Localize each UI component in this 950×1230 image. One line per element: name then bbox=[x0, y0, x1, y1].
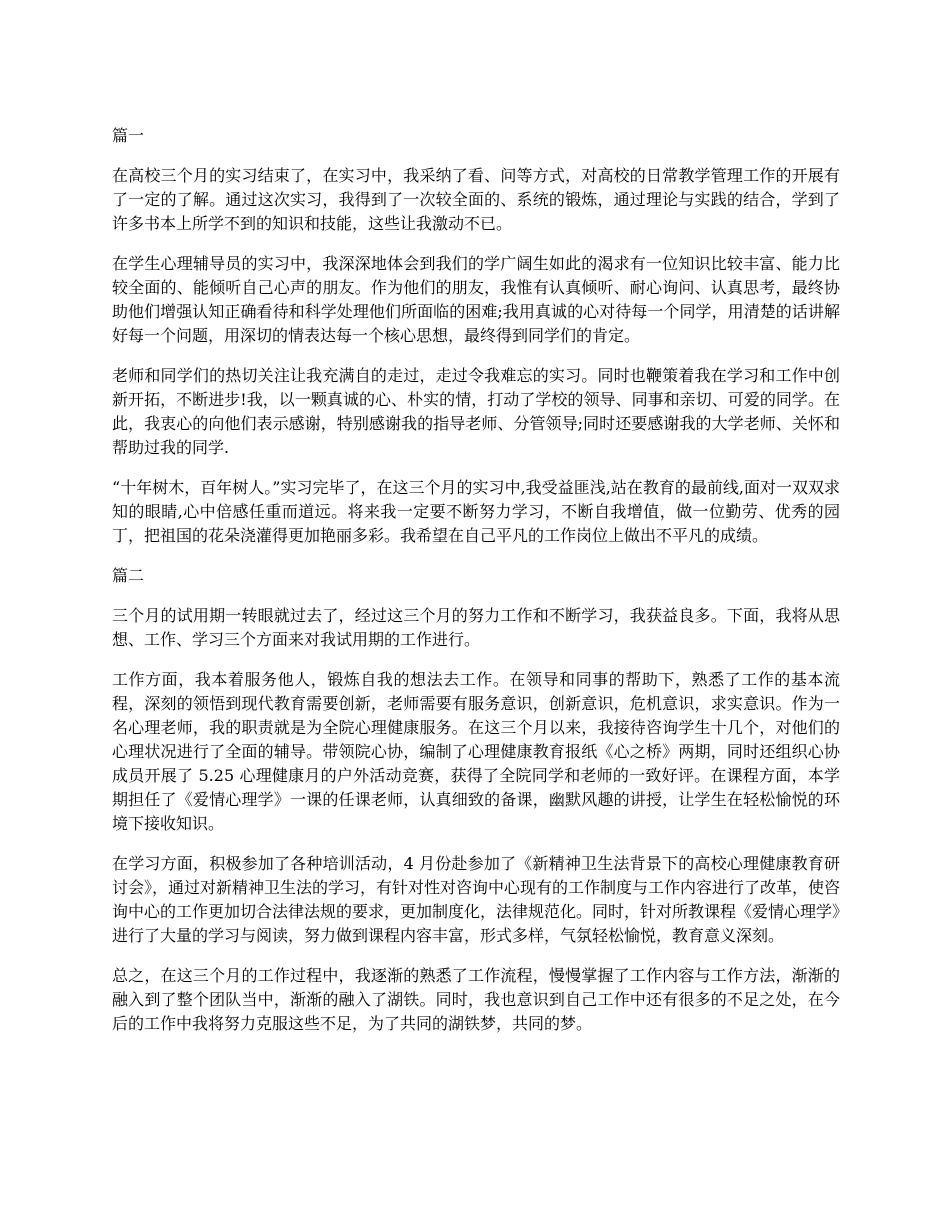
section-1 bbox=[112, 124, 840, 548]
paragraph: “十年树木，百年树人。”实习完毕了，在这三个月的实习中,我受益匪浅,站在教育的最前线,面对一双双求知的眼睛,心中倍感任重而道远。将来我一定要不断努力学习，不断自我增值，做一位勤劳、优秀的园丁，把祖国的花朵浇灌得更加艳丽多彩。我希望在自己平凡的工作岗位上做出不平凡的成绩。 bbox=[112, 478, 840, 545]
paragraph: 在高校三个月的实习结束了，在实习中，我采纳了看、问等方式，对高校的日常教学管理工作的开展有了一定的了解。通过这次实习，我得到了一次较全面的、系统的锻炼，通过理论与实践的结合，学到了许多书本上所学不到的知识和技能，这些让我激动不已。 bbox=[112, 166, 840, 233]
section-2 bbox=[112, 564, 840, 1036]
paragraph: 工作方面，我本着服务他人，锻炼自我的想法去工作。在领导和同事的帮助下，熟悉了工作的基本流程，深刻的领悟到现代教育需要创新，老师需要有服务意识，创新意识，危机意识，求实意识。作为一名心理老师，我的职责就是为全院心理健康服务。在这三个月以来，我接待咨询学生十几个，对他们的心理状况进行了全面的辅导。带领院心协，编制了心理健康教育报纸《心之桥》两期，同时还组织心协成员开展了 5.25 心理健康月的户外活动竞赛，获得了全院同学和老师的一致好评。在课程方面，本学期担任了《爱情心理学》一课的任课老师，认真细致的备课，幽默风趣的讲授，让学生在轻松愉悦的环境下接收知识。 bbox=[112, 670, 840, 833]
document-page bbox=[112, 124, 840, 1052]
paragraph: 三个月的试用期一转眼就过去了，经过这三个月的努力工作和不断学习，我获益良多。下面，我将从思想、工作、学习三个方面来对我试用期的工作进行。 bbox=[112, 606, 840, 649]
paragraph: 在学习方面，积极参加了各种培训活动，4 月份赴参加了《新精神卫生法背景下的高校心理健康教育研讨会》，通过对新精神卫生法的学习，有针对性对咨询中心现有的工作制度与工作内容进行了改革，使咨询中心的工作更加切合法律法规的要求，更加制度化，法律规范化。同时，针对所教课程《爱情心理学》进行了大量的学习与阅读，努力做到课程内容丰富，形式多样，气氛轻松愉悦，教育意义深刻。 bbox=[112, 854, 841, 945]
section-heading: 篇一 bbox=[112, 126, 145, 145]
paragraph: 总之，在这三个月的工作过程中，我逐渐的熟悉了工作流程，慢慢掌握了工作内容与工作方法，渐渐的融入到了整个团队当中，渐渐的融入了湖铁。同时，我也意识到自己工作中还有很多的不足之处，在今后的工作中我将努力克服这些不足，为了共同的湖铁梦，共同的梦。 bbox=[112, 966, 840, 1033]
paragraph: 在学生心理辅导员的实习中，我深深地体会到我们的学广阔生如此的渴求有一位知识比较丰富、能力比较全面的、能倾听自己心声的朋友。作为他们的朋友，我惟有认真倾听、耐心询问、认真思考，最终协助他们增强认知正确看待和科学处理他们所面临的困难;我用真诚的心对待每一个同学，用清楚的话讲解好每一个问题，用深切的情表达每一个核心思想，最终得到同学们的肯定。 bbox=[112, 254, 840, 345]
paragraph: 老师和同学们的热切关注让我充满自的走过，走过令我难忘的实习。同时也鞭策着我在学习和工作中创新开拓，不断进步!我，以一颗真诚的心、朴实的情，打动了学校的领导、同事和亲切、可爱的同学。在此，我衷心的向他们表示感谢，特别感谢我的指导老师、分管领导;同时还要感谢我的大学老师、关怀和帮助过我的同学. bbox=[112, 366, 840, 457]
section-heading: 篇二 bbox=[112, 566, 145, 585]
